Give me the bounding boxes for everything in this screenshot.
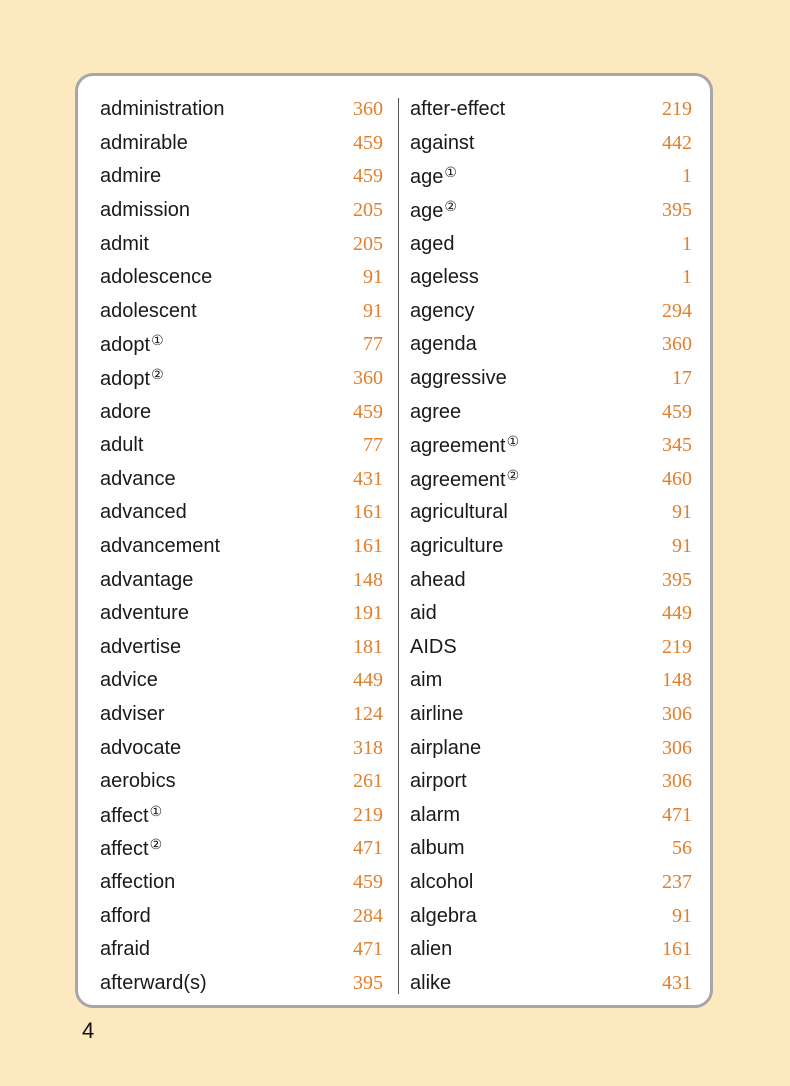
index-entry xyxy=(410,563,692,597)
entry-page-ref: 459 xyxy=(353,400,383,423)
entry-page-ref: 449 xyxy=(353,669,383,692)
index-entry xyxy=(100,463,383,497)
column-divider xyxy=(398,98,399,994)
entry-page-ref: 237 xyxy=(662,870,692,893)
entry-word-text: affect xyxy=(100,838,149,861)
entry-word xyxy=(410,770,467,793)
entry-page-ref: 1 xyxy=(682,232,692,255)
entry-word-text: aerobics xyxy=(100,770,176,793)
entry-page-ref: 191 xyxy=(353,602,383,625)
entry-page-ref: 459 xyxy=(353,165,383,188)
entry-page-ref: 431 xyxy=(353,467,383,490)
entry-word xyxy=(410,871,473,894)
entry-word-text: advertise xyxy=(100,635,182,658)
entry-page-ref: 205 xyxy=(353,199,383,222)
entry-word xyxy=(100,669,158,692)
index-entry xyxy=(410,93,692,127)
entry-word-text: administration xyxy=(100,98,225,121)
index-entry xyxy=(410,395,692,429)
index-entry xyxy=(100,530,383,564)
entry-word xyxy=(100,770,176,793)
entry-page-ref: 219 xyxy=(662,635,692,658)
entry-word-text: adore xyxy=(100,400,152,423)
entry-page-ref: 431 xyxy=(662,971,692,994)
index-entry xyxy=(100,160,383,194)
index-entry xyxy=(410,160,692,194)
entry-page-ref: 360 xyxy=(353,98,383,121)
entry-word-text: adopt xyxy=(100,334,151,357)
index-entry xyxy=(100,295,383,329)
sense-number-mark: ① xyxy=(151,332,164,349)
sense-number-mark: ① xyxy=(444,164,457,181)
entry-page-ref: 318 xyxy=(353,736,383,759)
entry-word-text: aid xyxy=(410,602,437,625)
entry-word xyxy=(100,165,161,188)
index-entry xyxy=(100,563,383,597)
index-entry xyxy=(410,597,692,631)
index-entry xyxy=(410,227,692,261)
index-entry xyxy=(410,966,692,1000)
entry-word xyxy=(100,602,189,625)
entry-page-ref: 306 xyxy=(662,736,692,759)
sense-number-mark: ① xyxy=(149,802,163,819)
index-entry xyxy=(100,899,383,933)
index-entry xyxy=(410,798,692,832)
entry-word-text: aim xyxy=(410,669,443,692)
entry-word-text: aggressive xyxy=(410,367,507,390)
entry-word-text: after-effect xyxy=(410,98,506,121)
entry-word xyxy=(100,636,181,659)
entry-word xyxy=(100,569,193,592)
entry-word xyxy=(410,266,479,289)
entry-page-ref: 91 xyxy=(672,904,692,927)
entry-word xyxy=(100,332,164,357)
entry-page-ref: 306 xyxy=(662,702,692,725)
entry-word xyxy=(100,366,164,391)
entry-page-ref: 284 xyxy=(353,904,383,927)
index-entry xyxy=(100,261,383,295)
entry-word-text: algebra xyxy=(410,904,477,927)
entry-word-text: afraid xyxy=(100,938,151,961)
index-entry xyxy=(410,261,692,295)
entry-page-ref: 442 xyxy=(662,131,692,154)
entry-word xyxy=(410,467,519,492)
entry-word xyxy=(410,569,466,592)
index-entry xyxy=(100,328,383,362)
entry-page-ref: 471 xyxy=(353,938,383,961)
entry-page-ref: 161 xyxy=(353,535,383,558)
entry-word-text: adviser xyxy=(100,702,165,725)
entry-page-ref: 77 xyxy=(363,333,383,356)
entry-word xyxy=(100,535,220,558)
entry-word xyxy=(410,164,457,189)
entry-page-ref: 1 xyxy=(682,165,692,188)
sense-number-mark: ② xyxy=(149,836,163,853)
index-entry xyxy=(100,832,383,866)
entry-page-ref: 345 xyxy=(662,434,692,457)
index-column-right xyxy=(410,93,692,1000)
entry-word xyxy=(410,367,507,390)
entry-word-text: adventure xyxy=(100,602,189,625)
sense-number-mark: ② xyxy=(506,466,520,483)
entry-word xyxy=(410,703,463,726)
index-entry xyxy=(100,631,383,665)
entry-page-ref: 395 xyxy=(662,568,692,591)
index-entry xyxy=(410,698,692,732)
entry-page-ref: 56 xyxy=(672,837,692,860)
index-entry xyxy=(410,328,692,362)
entry-word-text: affect xyxy=(100,804,149,827)
index-entry xyxy=(100,866,383,900)
entry-page-ref: 360 xyxy=(662,333,692,356)
entry-page-ref: 460 xyxy=(662,467,692,490)
entry-page-ref: 91 xyxy=(672,501,692,524)
entry-word-text: agency xyxy=(410,299,475,322)
index-entry xyxy=(410,295,692,329)
entry-page-ref: 17 xyxy=(672,367,692,390)
entry-page-ref: 148 xyxy=(662,669,692,692)
entry-word-text: airplane xyxy=(410,736,482,759)
entry-word xyxy=(410,233,455,256)
entry-word-text: admirable xyxy=(100,131,188,154)
entry-word-text: agreement xyxy=(410,435,506,458)
index-entry xyxy=(100,496,383,530)
entry-page-ref: 205 xyxy=(353,232,383,255)
entry-page-ref: 91 xyxy=(672,535,692,558)
index-entry xyxy=(410,664,692,698)
index-entry xyxy=(410,530,692,564)
index-entry xyxy=(410,899,692,933)
index-entry xyxy=(100,227,383,261)
entry-word-text: admire xyxy=(100,165,162,188)
entry-word xyxy=(100,836,162,861)
index-entry xyxy=(100,664,383,698)
entry-word-text: adult xyxy=(100,434,144,457)
entry-page-ref: 471 xyxy=(353,837,383,860)
entry-word xyxy=(100,233,149,256)
entry-word-text: adopt xyxy=(100,368,151,391)
entry-word xyxy=(410,401,461,424)
entry-word-text: advance xyxy=(100,467,176,490)
entry-word xyxy=(410,132,475,155)
index-entry xyxy=(100,933,383,967)
entry-word xyxy=(100,905,151,928)
index-entry xyxy=(100,798,383,832)
entry-word xyxy=(410,636,457,659)
entry-word-text: AIDS xyxy=(410,635,457,658)
entry-page-ref: 471 xyxy=(662,803,692,826)
entry-word xyxy=(100,199,190,222)
entry-word-text: admit xyxy=(100,232,149,255)
entry-word xyxy=(100,132,188,155)
entry-word xyxy=(410,501,508,524)
entry-page-ref: 459 xyxy=(353,870,383,893)
entry-page-ref: 219 xyxy=(353,803,383,826)
entry-word-text: agricultural xyxy=(410,501,508,524)
entry-word-text: album xyxy=(410,837,465,860)
entry-word-text: adolescence xyxy=(100,266,213,289)
entry-word-text: airline xyxy=(410,702,464,725)
index-entry xyxy=(100,194,383,228)
entry-page-ref: 395 xyxy=(662,199,692,222)
entry-page-ref: 148 xyxy=(353,568,383,591)
entry-word xyxy=(410,300,475,323)
entry-word-text: ageless xyxy=(410,266,479,289)
entry-word xyxy=(100,98,225,121)
entry-page-ref: 77 xyxy=(363,434,383,457)
entry-word xyxy=(410,905,477,928)
entry-word xyxy=(410,333,477,356)
index-entry xyxy=(410,731,692,765)
entry-word xyxy=(410,669,442,692)
entry-word xyxy=(100,703,164,726)
entry-page-ref: 459 xyxy=(353,131,383,154)
entry-word-text: adolescent xyxy=(100,299,197,322)
entry-word xyxy=(100,468,176,491)
entry-page-ref: 261 xyxy=(353,770,383,793)
index-column-left xyxy=(100,93,383,1000)
entry-word xyxy=(410,535,503,558)
entry-word xyxy=(410,198,457,223)
entry-word xyxy=(100,401,151,424)
index-entry xyxy=(100,395,383,429)
entry-word xyxy=(100,938,150,961)
index-entry xyxy=(410,194,692,228)
index-entry xyxy=(100,429,383,463)
entry-word-text: advanced xyxy=(100,501,187,524)
index-entry xyxy=(410,933,692,967)
entry-word-text: airport xyxy=(410,770,467,793)
index-entry xyxy=(410,429,692,463)
entry-word-text: advice xyxy=(100,669,158,692)
index-entry xyxy=(410,496,692,530)
entry-page-ref: 395 xyxy=(353,971,383,994)
entry-word xyxy=(410,837,464,860)
entry-word-text: alarm xyxy=(410,803,461,826)
index-entry xyxy=(100,127,383,161)
index-entry xyxy=(100,731,383,765)
entry-page-ref: 449 xyxy=(662,602,692,625)
index-entry xyxy=(410,463,692,497)
entry-word-text: age xyxy=(410,200,444,223)
index-entry xyxy=(410,765,692,799)
entry-word-text: against xyxy=(410,131,475,154)
sense-number-mark: ② xyxy=(444,198,457,215)
entry-word xyxy=(100,972,207,995)
index-entry xyxy=(100,765,383,799)
entry-word-text: age xyxy=(410,166,444,189)
entry-word-text: ahead xyxy=(410,568,466,591)
entry-word-text: agenda xyxy=(410,333,477,356)
entry-word-text: afterward(s) xyxy=(100,971,207,994)
entry-word-text: advantage xyxy=(100,568,194,591)
index-entry xyxy=(410,866,692,900)
entry-word xyxy=(410,804,460,827)
entry-page-ref: 360 xyxy=(353,367,383,390)
entry-word xyxy=(410,433,519,458)
index-entry xyxy=(410,832,692,866)
index-entry xyxy=(100,698,383,732)
entry-word xyxy=(410,972,451,995)
entry-word xyxy=(100,434,143,457)
entry-word-text: alcohol xyxy=(410,870,474,893)
index-entry xyxy=(100,93,383,127)
entry-page-ref: 161 xyxy=(353,501,383,524)
entry-page-ref: 306 xyxy=(662,770,692,793)
entry-page-ref: 459 xyxy=(662,400,692,423)
index-entry xyxy=(410,127,692,161)
entry-word xyxy=(410,737,481,760)
entry-word xyxy=(100,737,181,760)
entry-page-ref: 161 xyxy=(662,938,692,961)
entry-word xyxy=(100,501,187,524)
entry-page-ref: 219 xyxy=(662,98,692,121)
entry-word xyxy=(410,602,437,625)
entry-word xyxy=(100,871,175,894)
entry-word-text: aged xyxy=(410,232,455,255)
entry-word-text: alien xyxy=(410,938,453,961)
index-entry xyxy=(100,597,383,631)
entry-page-ref: 1 xyxy=(682,266,692,289)
entry-page-ref: 91 xyxy=(363,266,383,289)
entry-word xyxy=(410,938,452,961)
entry-word-text: afford xyxy=(100,904,151,927)
entry-word-text: agree xyxy=(410,400,462,423)
sense-number-mark: ① xyxy=(506,433,520,450)
entry-page-ref: 294 xyxy=(662,299,692,322)
entry-word-text: advocate xyxy=(100,736,182,759)
entry-word-text: affection xyxy=(100,870,176,893)
entry-word-text: agreement xyxy=(410,468,506,491)
entry-word-text: admission xyxy=(100,199,191,222)
index-card xyxy=(75,73,713,1008)
index-entry xyxy=(410,362,692,396)
entry-word-text: agriculture xyxy=(410,535,504,558)
page-number: 4 xyxy=(82,1018,95,1043)
index-entry xyxy=(410,631,692,665)
entry-page-ref: 181 xyxy=(353,635,383,658)
entry-word xyxy=(100,266,212,289)
entry-word xyxy=(100,803,162,828)
entry-word-text: advancement xyxy=(100,535,221,558)
entry-word-text: alike xyxy=(410,971,452,994)
index-entry xyxy=(100,966,383,1000)
entry-word xyxy=(100,300,197,323)
entry-page-ref: 124 xyxy=(353,702,383,725)
entry-page-ref: 91 xyxy=(363,299,383,322)
entry-word xyxy=(410,98,505,121)
sense-number-mark: ② xyxy=(151,366,164,383)
index-entry xyxy=(100,362,383,396)
